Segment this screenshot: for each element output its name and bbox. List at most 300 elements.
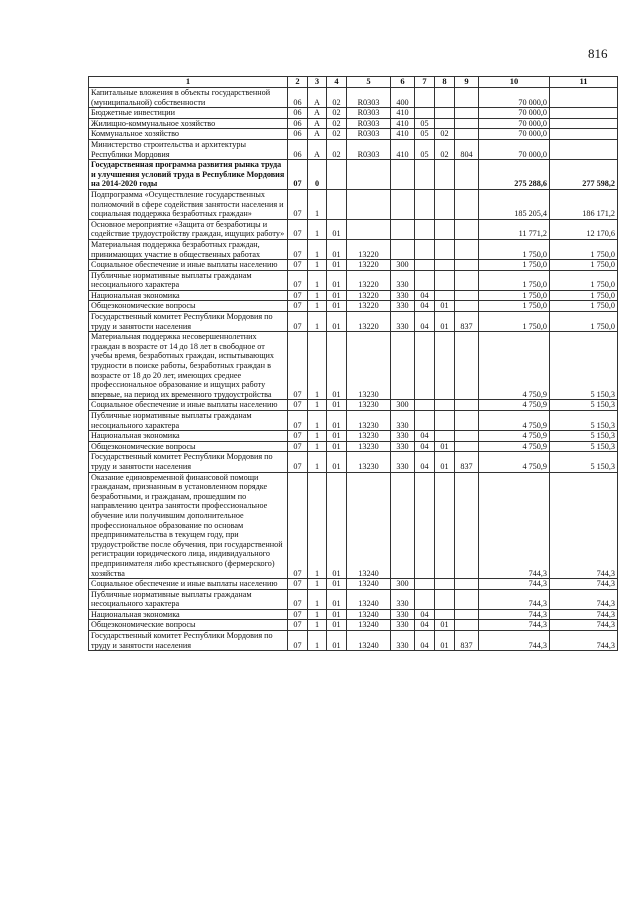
amount-2020-cell bbox=[550, 129, 618, 140]
expense-type-cell: 300 bbox=[391, 579, 415, 590]
subprogram-cell: 01 bbox=[327, 332, 347, 400]
target-cell bbox=[347, 160, 391, 190]
section-cell: 06 bbox=[288, 108, 308, 119]
amount-2020-cell bbox=[550, 108, 618, 119]
chapter-cell: 04 bbox=[415, 452, 435, 472]
row-name-cell: Материальная поддержка несовершеннолетних граждан в возрасте от 14 до 18 лет в свободное от учебы время, безработных граждан, испытывающих трудности в поиске работы, безработных граждан в возрасте от 18 до 20 лет, имеющих среднее профессиональное образование и ищущих работу впервые, на период их временного трудоустройства bbox=[89, 332, 288, 400]
chapter-cell bbox=[415, 589, 435, 609]
expense-type-cell: 330 bbox=[391, 312, 415, 332]
subprogram-cell: 01 bbox=[327, 579, 347, 590]
ministry-cell bbox=[455, 472, 479, 579]
target-cell: 13220 bbox=[347, 290, 391, 301]
amount-2020-cell: 1 750,0 bbox=[550, 312, 618, 332]
subsection-cell: 1 bbox=[308, 431, 327, 442]
amount-2019-cell: 275 288,6 bbox=[479, 160, 550, 190]
subsection-cell: 1 bbox=[308, 441, 327, 452]
ministry-cell bbox=[455, 129, 479, 140]
row-name-cell: Публичные нормативные выплаты гражданам несоциального характера bbox=[89, 270, 288, 290]
subprogram-cell: 01 bbox=[327, 301, 347, 312]
row-name-cell: Подпрограмма «Осуществление государственных полномочий в сфере содействия занятости населения и социальная поддержка безработных граждан» bbox=[89, 189, 288, 219]
subchapter-cell: 01 bbox=[435, 631, 455, 651]
amount-2019-cell: 744,3 bbox=[479, 579, 550, 590]
table-row bbox=[89, 219, 618, 239]
subsection-cell: А bbox=[308, 139, 327, 159]
table-row bbox=[89, 472, 618, 579]
subprogram-cell: 01 bbox=[327, 441, 347, 452]
subsection-cell: А bbox=[308, 129, 327, 140]
subprogram-cell: 01 bbox=[327, 620, 347, 631]
expense-type-cell bbox=[391, 332, 415, 400]
subsection-cell: А bbox=[308, 88, 327, 108]
table-row bbox=[89, 400, 618, 411]
table-row bbox=[89, 189, 618, 219]
row-name-cell: Общеэкономические вопросы bbox=[89, 441, 288, 452]
table-row bbox=[89, 579, 618, 590]
section-cell: 07 bbox=[288, 411, 308, 431]
subsection-cell: 0 bbox=[308, 160, 327, 190]
expense-type-cell: 330 bbox=[391, 589, 415, 609]
amount-2020-cell bbox=[550, 139, 618, 159]
table-row bbox=[89, 139, 618, 159]
target-cell: 13230 bbox=[347, 411, 391, 431]
subchapter-cell bbox=[435, 219, 455, 239]
subchapter-cell bbox=[435, 118, 455, 129]
header-row bbox=[89, 77, 618, 88]
subsection-cell: 1 bbox=[308, 609, 327, 620]
target-cell: 13240 bbox=[347, 579, 391, 590]
subchapter-cell bbox=[435, 239, 455, 259]
subchapter-cell bbox=[435, 332, 455, 400]
subprogram-cell: 02 bbox=[327, 139, 347, 159]
amount-2019-cell: 70 000,0 bbox=[479, 129, 550, 140]
subprogram-cell: 01 bbox=[327, 219, 347, 239]
amount-2020-cell bbox=[550, 118, 618, 129]
target-cell: 13240 bbox=[347, 589, 391, 609]
subsection-cell: 1 bbox=[308, 301, 327, 312]
section-cell: 07 bbox=[288, 260, 308, 271]
ministry-cell bbox=[455, 609, 479, 620]
chapter-cell: 04 bbox=[415, 290, 435, 301]
row-name-cell: Оказание единовременной финансовой помощи гражданам, признанным в установленном порядке безработными, и гражданам, прошедшим по направлению центра занятости профессиональное обучение или получившим дополнительное профессиональное образование по основам предпринимательства в текущем году, при трудоустройстве после обучения, при государственной регистрации юридического лица, индивидуального предпринимателя либо крестьянского (фермерского) хозяйства bbox=[89, 472, 288, 579]
amount-2020-cell: 744,3 bbox=[550, 589, 618, 609]
subsection-cell: 1 bbox=[308, 189, 327, 219]
expense-type-cell: 410 bbox=[391, 139, 415, 159]
table-row bbox=[89, 609, 618, 620]
subprogram-cell bbox=[327, 160, 347, 190]
amount-2020-cell: 1 750,0 bbox=[550, 260, 618, 271]
amount-2019-cell: 185 205,4 bbox=[479, 189, 550, 219]
header-cell: 5 bbox=[347, 77, 391, 88]
target-cell: R0303 bbox=[347, 139, 391, 159]
expense-type-cell: 330 bbox=[391, 441, 415, 452]
expense-type-cell: 330 bbox=[391, 301, 415, 312]
chapter-cell bbox=[415, 270, 435, 290]
header-cell: 10 bbox=[479, 77, 550, 88]
ministry-cell bbox=[455, 620, 479, 631]
subchapter-cell bbox=[435, 411, 455, 431]
row-name-cell: Национальная экономика bbox=[89, 290, 288, 301]
amount-2019-cell: 1 750,0 bbox=[479, 301, 550, 312]
amount-2020-cell: 744,3 bbox=[550, 631, 618, 651]
table-row bbox=[89, 441, 618, 452]
subchapter-cell bbox=[435, 431, 455, 442]
section-cell: 07 bbox=[288, 290, 308, 301]
subsection-cell: 1 bbox=[308, 260, 327, 271]
chapter-cell: 05 bbox=[415, 129, 435, 140]
target-cell: 13240 bbox=[347, 472, 391, 579]
amount-2020-cell: 1 750,0 bbox=[550, 301, 618, 312]
amount-2019-cell: 4 750,9 bbox=[479, 441, 550, 452]
ministry-cell bbox=[455, 441, 479, 452]
amount-2019-cell: 744,3 bbox=[479, 472, 550, 579]
subprogram-cell: 01 bbox=[327, 260, 347, 271]
ministry-cell bbox=[455, 270, 479, 290]
row-name-cell: Бюджетные инвестиции bbox=[89, 108, 288, 119]
subprogram-cell: 02 bbox=[327, 118, 347, 129]
subchapter-cell bbox=[435, 108, 455, 119]
amount-2019-cell: 70 000,0 bbox=[479, 118, 550, 129]
chapter-cell bbox=[415, 579, 435, 590]
amount-2019-cell: 4 750,9 bbox=[479, 431, 550, 442]
table-row bbox=[89, 260, 618, 271]
budget-table bbox=[88, 76, 618, 651]
amount-2020-cell: 5 150,3 bbox=[550, 452, 618, 472]
row-name-cell: Министерство строительства и архитектуры Республики Мордовия bbox=[89, 139, 288, 159]
expense-type-cell: 330 bbox=[391, 620, 415, 631]
subsection-cell: 1 bbox=[308, 411, 327, 431]
expense-type-cell: 410 bbox=[391, 129, 415, 140]
target-cell bbox=[347, 219, 391, 239]
table-row bbox=[89, 108, 618, 119]
subchapter-cell bbox=[435, 609, 455, 620]
chapter-cell bbox=[415, 472, 435, 579]
table-row bbox=[89, 118, 618, 129]
expense-type-cell: 330 bbox=[391, 631, 415, 651]
amount-2019-cell: 1 750,0 bbox=[479, 312, 550, 332]
subprogram-cell: 01 bbox=[327, 411, 347, 431]
row-name-cell: Коммунальное хозяйство bbox=[89, 129, 288, 140]
row-name-cell: Государственная программа развития рынка труда и улучшения условий труда в Республике Мордовия на 2014-2020 годы bbox=[89, 160, 288, 190]
row-name-cell: Публичные нормативные выплаты гражданам несоциального характера bbox=[89, 589, 288, 609]
header-cell: 1 bbox=[89, 77, 288, 88]
subsection-cell: 1 bbox=[308, 270, 327, 290]
subprogram-cell: 01 bbox=[327, 270, 347, 290]
target-cell: 13240 bbox=[347, 631, 391, 651]
expense-type-cell: 330 bbox=[391, 431, 415, 442]
target-cell: 13230 bbox=[347, 332, 391, 400]
amount-2019-cell: 4 750,9 bbox=[479, 411, 550, 431]
table-row bbox=[89, 239, 618, 259]
subchapter-cell bbox=[435, 290, 455, 301]
subchapter-cell bbox=[435, 472, 455, 579]
subchapter-cell: 01 bbox=[435, 441, 455, 452]
section-cell: 07 bbox=[288, 441, 308, 452]
section-cell: 07 bbox=[288, 312, 308, 332]
row-name-cell: Государственный комитет Республики Мордовия по труду и занятости населения bbox=[89, 452, 288, 472]
row-name-cell: Социальное обеспечение и иные выплаты населению bbox=[89, 400, 288, 411]
table-row bbox=[89, 270, 618, 290]
target-cell: 13240 bbox=[347, 609, 391, 620]
target-cell: 13240 bbox=[347, 620, 391, 631]
amount-2019-cell: 1 750,0 bbox=[479, 260, 550, 271]
amount-2020-cell: 186 171,2 bbox=[550, 189, 618, 219]
header-cell: 2 bbox=[288, 77, 308, 88]
subprogram-cell: 01 bbox=[327, 312, 347, 332]
amount-2020-cell: 5 150,3 bbox=[550, 431, 618, 442]
table-row bbox=[89, 290, 618, 301]
expense-type-cell: 330 bbox=[391, 609, 415, 620]
ministry-cell bbox=[455, 108, 479, 119]
section-cell: 07 bbox=[288, 452, 308, 472]
section-cell: 07 bbox=[288, 631, 308, 651]
header-cell: 9 bbox=[455, 77, 479, 88]
row-name-cell: Национальная экономика bbox=[89, 431, 288, 442]
subprogram-cell: 01 bbox=[327, 609, 347, 620]
chapter-cell bbox=[415, 189, 435, 219]
ministry-cell bbox=[455, 589, 479, 609]
table-row bbox=[89, 312, 618, 332]
amount-2019-cell: 4 750,9 bbox=[479, 452, 550, 472]
expense-type-cell: 400 bbox=[391, 88, 415, 108]
chapter-cell: 04 bbox=[415, 631, 435, 651]
amount-2020-cell: 277 598,2 bbox=[550, 160, 618, 190]
chapter-cell bbox=[415, 239, 435, 259]
section-cell: 07 bbox=[288, 239, 308, 259]
section-cell: 07 bbox=[288, 431, 308, 442]
expense-type-cell bbox=[391, 219, 415, 239]
section-cell: 06 bbox=[288, 118, 308, 129]
amount-2019-cell: 70 000,0 bbox=[479, 108, 550, 119]
row-name-cell: Национальная экономика bbox=[89, 609, 288, 620]
chapter-cell bbox=[415, 160, 435, 190]
subsection-cell: 1 bbox=[308, 631, 327, 651]
subsection-cell: 1 bbox=[308, 332, 327, 400]
table-row bbox=[89, 631, 618, 651]
chapter-cell bbox=[415, 400, 435, 411]
header-cell: 7 bbox=[415, 77, 435, 88]
table-row bbox=[89, 411, 618, 431]
row-name-cell: Общеэкономические вопросы bbox=[89, 301, 288, 312]
subchapter-cell: 02 bbox=[435, 139, 455, 159]
subsection-cell: А bbox=[308, 118, 327, 129]
table-row bbox=[89, 332, 618, 400]
expense-type-cell: 330 bbox=[391, 411, 415, 431]
header-cell: 6 bbox=[391, 77, 415, 88]
header-cell: 3 bbox=[308, 77, 327, 88]
subprogram-cell: 01 bbox=[327, 431, 347, 442]
subprogram-cell: 02 bbox=[327, 88, 347, 108]
amount-2020-cell: 1 750,0 bbox=[550, 270, 618, 290]
table-row bbox=[89, 431, 618, 442]
subsection-cell: 1 bbox=[308, 239, 327, 259]
subchapter-cell bbox=[435, 260, 455, 271]
subprogram-cell: 01 bbox=[327, 589, 347, 609]
amount-2020-cell: 12 170,6 bbox=[550, 219, 618, 239]
target-cell: 13220 bbox=[347, 301, 391, 312]
chapter-cell: 05 bbox=[415, 139, 435, 159]
amount-2020-cell: 744,3 bbox=[550, 472, 618, 579]
section-cell: 07 bbox=[288, 219, 308, 239]
section-cell: 07 bbox=[288, 189, 308, 219]
amount-2020-cell: 5 150,3 bbox=[550, 332, 618, 400]
subchapter-cell: 01 bbox=[435, 452, 455, 472]
amount-2020-cell: 5 150,3 bbox=[550, 411, 618, 431]
subchapter-cell bbox=[435, 270, 455, 290]
target-cell: 13230 bbox=[347, 431, 391, 442]
ministry-cell bbox=[455, 400, 479, 411]
subsection-cell: 1 bbox=[308, 312, 327, 332]
ministry-cell: 837 bbox=[455, 452, 479, 472]
amount-2020-cell: 5 150,3 bbox=[550, 400, 618, 411]
chapter-cell bbox=[415, 219, 435, 239]
amount-2019-cell: 744,3 bbox=[479, 589, 550, 609]
subchapter-cell: 01 bbox=[435, 301, 455, 312]
subsection-cell: 1 bbox=[308, 452, 327, 472]
section-cell: 07 bbox=[288, 609, 308, 620]
expense-type-cell bbox=[391, 472, 415, 579]
row-name-cell: Материальная поддержка безработных граждан, принимающих участие в общественных работах bbox=[89, 239, 288, 259]
target-cell: R0303 bbox=[347, 108, 391, 119]
amount-2019-cell: 4 750,9 bbox=[479, 332, 550, 400]
chapter-cell: 04 bbox=[415, 431, 435, 442]
table-row bbox=[89, 88, 618, 108]
amount-2019-cell: 1 750,0 bbox=[479, 239, 550, 259]
target-cell: 13220 bbox=[347, 260, 391, 271]
subchapter-cell: 01 bbox=[435, 312, 455, 332]
table-header bbox=[89, 77, 618, 88]
ministry-cell bbox=[455, 260, 479, 271]
subprogram-cell: 01 bbox=[327, 239, 347, 259]
subchapter-cell bbox=[435, 400, 455, 411]
amount-2020-cell: 1 750,0 bbox=[550, 239, 618, 259]
row-name-cell: Капитальные вложения в объекты государственной (муниципальной) собственности bbox=[89, 88, 288, 108]
amount-2019-cell: 70 000,0 bbox=[479, 139, 550, 159]
subchapter-cell bbox=[435, 160, 455, 190]
subsection-cell: 1 bbox=[308, 472, 327, 579]
target-cell: 13230 bbox=[347, 400, 391, 411]
subsection-cell: 1 bbox=[308, 620, 327, 631]
section-cell: 07 bbox=[288, 589, 308, 609]
ministry-cell bbox=[455, 219, 479, 239]
table-row bbox=[89, 301, 618, 312]
row-name-cell: Жилищно-коммунальное хозяйство bbox=[89, 118, 288, 129]
row-name-cell: Публичные нормативные выплаты гражданам несоциального характера bbox=[89, 411, 288, 431]
amount-2019-cell: 4 750,9 bbox=[479, 400, 550, 411]
subprogram-cell bbox=[327, 189, 347, 219]
header-cell: 8 bbox=[435, 77, 455, 88]
row-name-cell: Государственный комитет Республики Мордовия по труду и занятости населения bbox=[89, 631, 288, 651]
expense-type-cell: 410 bbox=[391, 108, 415, 119]
table-row bbox=[89, 452, 618, 472]
subchapter-cell: 01 bbox=[435, 620, 455, 631]
chapter-cell bbox=[415, 88, 435, 108]
chapter-cell bbox=[415, 332, 435, 400]
subsection-cell: 1 bbox=[308, 219, 327, 239]
expense-type-cell: 330 bbox=[391, 290, 415, 301]
target-cell: R0303 bbox=[347, 88, 391, 108]
amount-2020-cell: 744,3 bbox=[550, 609, 618, 620]
subchapter-cell: 02 bbox=[435, 129, 455, 140]
ministry-cell bbox=[455, 290, 479, 301]
target-cell: 13220 bbox=[347, 270, 391, 290]
header-cell: 4 bbox=[327, 77, 347, 88]
subsection-cell: 1 bbox=[308, 290, 327, 301]
row-name-cell: Социальное обеспечение и иные выплаты населению bbox=[89, 260, 288, 271]
chapter-cell bbox=[415, 108, 435, 119]
row-name-cell: Социальное обеспечение и иные выплаты населению bbox=[89, 579, 288, 590]
section-cell: 07 bbox=[288, 160, 308, 190]
subsection-cell: 1 bbox=[308, 579, 327, 590]
subchapter-cell bbox=[435, 189, 455, 219]
subprogram-cell: 01 bbox=[327, 452, 347, 472]
section-cell: 06 bbox=[288, 88, 308, 108]
chapter-cell: 04 bbox=[415, 620, 435, 631]
ministry-cell bbox=[455, 332, 479, 400]
subprogram-cell: 01 bbox=[327, 631, 347, 651]
row-name-cell: Основное мероприятие «Защита от безработицы и содействие трудоустройству граждан, ищущих работу» bbox=[89, 219, 288, 239]
ministry-cell: 804 bbox=[455, 139, 479, 159]
header-cell: 11 bbox=[550, 77, 618, 88]
ministry-cell: 837 bbox=[455, 631, 479, 651]
subchapter-cell bbox=[435, 589, 455, 609]
subprogram-cell: 01 bbox=[327, 400, 347, 411]
expense-type-cell bbox=[391, 239, 415, 259]
subprogram-cell: 01 bbox=[327, 290, 347, 301]
amount-2019-cell: 1 750,0 bbox=[479, 290, 550, 301]
chapter-cell bbox=[415, 260, 435, 271]
ministry-cell bbox=[455, 118, 479, 129]
chapter-cell: 05 bbox=[415, 118, 435, 129]
ministry-cell bbox=[455, 239, 479, 259]
amount-2020-cell: 744,3 bbox=[550, 579, 618, 590]
amount-2019-cell: 70 000,0 bbox=[479, 88, 550, 108]
table-row bbox=[89, 160, 618, 190]
target-cell: R0303 bbox=[347, 129, 391, 140]
chapter-cell: 04 bbox=[415, 609, 435, 620]
amount-2019-cell: 744,3 bbox=[479, 609, 550, 620]
section-cell: 07 bbox=[288, 620, 308, 631]
expense-type-cell bbox=[391, 189, 415, 219]
table-row bbox=[89, 589, 618, 609]
subprogram-cell: 02 bbox=[327, 129, 347, 140]
chapter-cell: 04 bbox=[415, 312, 435, 332]
subchapter-cell bbox=[435, 88, 455, 108]
expense-type-cell: 410 bbox=[391, 118, 415, 129]
chapter-cell bbox=[415, 411, 435, 431]
subsection-cell: А bbox=[308, 108, 327, 119]
ministry-cell bbox=[455, 88, 479, 108]
section-cell: 07 bbox=[288, 472, 308, 579]
ministry-cell bbox=[455, 411, 479, 431]
amount-2019-cell: 744,3 bbox=[479, 620, 550, 631]
table-body bbox=[89, 88, 618, 651]
target-cell bbox=[347, 189, 391, 219]
amount-2019-cell: 744,3 bbox=[479, 631, 550, 651]
expense-type-cell: 330 bbox=[391, 270, 415, 290]
ministry-cell bbox=[455, 189, 479, 219]
expense-type-cell: 300 bbox=[391, 400, 415, 411]
expense-type-cell bbox=[391, 160, 415, 190]
ministry-cell bbox=[455, 431, 479, 442]
subprogram-cell: 02 bbox=[327, 108, 347, 119]
section-cell: 07 bbox=[288, 270, 308, 290]
amount-2020-cell: 1 750,0 bbox=[550, 290, 618, 301]
expense-type-cell: 300 bbox=[391, 260, 415, 271]
section-cell: 07 bbox=[288, 400, 308, 411]
section-cell: 06 bbox=[288, 129, 308, 140]
subprogram-cell: 01 bbox=[327, 472, 347, 579]
expense-type-cell: 330 bbox=[391, 452, 415, 472]
